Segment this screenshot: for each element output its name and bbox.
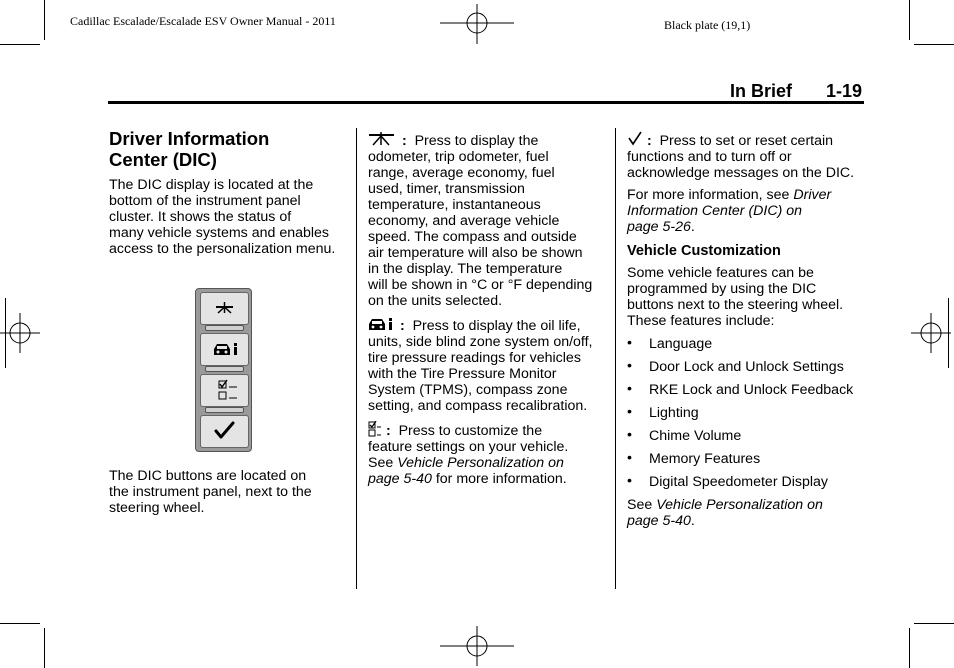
column-3	[627, 131, 872, 529]
vehicle-customization-heading: Vehicle Customization	[627, 243, 781, 259]
list-item: • Door Lock and Unlock Settings	[627, 358, 844, 375]
dic-intro-paragraph: The DIC display is located at the bottom of the instrument panel cluster. It shows the status of many vehicle systems and enables access to the personalization menu.	[109, 177, 336, 257]
see-reference: See Vehicle Personalization on page 5-40.	[627, 497, 823, 529]
vehicle-information-icon	[201, 334, 248, 365]
vehicle-customization-paragraph: Some vehicle features can be programmed by using the DIC buttons next to the steering wheel. These features include:	[627, 265, 844, 329]
customization-description: : Press to customize the feature settings on your vehicle. See Vehicle Personalization on page 5-40 for more information.	[368, 423, 569, 487]
list-item: • RKE Lock and Unlock Feedback	[627, 381, 854, 398]
vehicle-personalization-link: Vehicle Personalization on	[397, 455, 564, 471]
list-item: • Memory Features	[627, 450, 761, 467]
registration-mark-right	[911, 313, 951, 353]
trip-fuel-icon	[368, 131, 398, 147]
select-description: : Press to set or reset certain functions and to turn off or acknowledge messages on the DIC.	[627, 133, 855, 181]
column-2	[368, 131, 608, 487]
list-item: • Lighting	[627, 404, 699, 421]
registration-mark-top	[440, 4, 514, 44]
registration-mark-bottom	[440, 626, 514, 666]
vehicle-information-button-illustration	[200, 333, 249, 366]
dic-buttons-illustration	[195, 288, 252, 452]
list-item: • Language	[627, 335, 713, 352]
vehicle-information-icon	[368, 316, 396, 332]
customization-icon	[201, 375, 248, 406]
registration-mark-left	[0, 313, 40, 353]
page-number: 1-19	[826, 81, 863, 101]
features-list	[627, 336, 872, 497]
column-divider-1	[356, 128, 357, 589]
customization-button-illustration	[200, 374, 249, 407]
plate-label: Black plate (19,1)	[664, 18, 751, 32]
dic-buttons-paragraph: The DIC buttons are located on the instrument panel, next to the steering wheel.	[109, 468, 312, 516]
column-divider-2	[615, 128, 616, 589]
checkmark-icon	[201, 416, 248, 447]
manual-title: Cadillac Escalade/Escalade ESV Owner Manual - 2011	[70, 14, 336, 28]
customization-icon	[368, 421, 382, 437]
checkmark-icon	[627, 131, 643, 147]
section-title: Driver Information Center (DIC)	[109, 128, 270, 170]
trip-fuel-icon	[201, 293, 248, 324]
section-name: In Brief	[730, 81, 793, 101]
select-button-illustration	[200, 415, 249, 448]
trip-fuel-description: : Press to display the odometer, trip odometer, fuel range, average economy, fuel used, timer, transmission temperature, instantaneous economy, and average vehicle speed. The compass and outside air temperature will also be shown in the display. The temperature will be shown in °C or °F depending on the units selected.	[368, 133, 593, 309]
column-1	[109, 128, 349, 257]
more-info-paragraph: For more information, see Driver Information Center (DIC) on page 5-26.	[627, 187, 832, 235]
header-rule	[108, 101, 864, 104]
trip-fuel-button-illustration	[200, 292, 249, 325]
vehicle-information-description: : Press to display the oil life, units, side blind zone system on/off, tire pressure readings for vehicles with the Tire Pressure Monitor System (TPMS), compass zone setting, and compass recalibration.	[368, 318, 593, 414]
list-item: • Chime Volume	[627, 427, 742, 444]
list-item: • Digital Speedometer Display	[627, 473, 829, 490]
